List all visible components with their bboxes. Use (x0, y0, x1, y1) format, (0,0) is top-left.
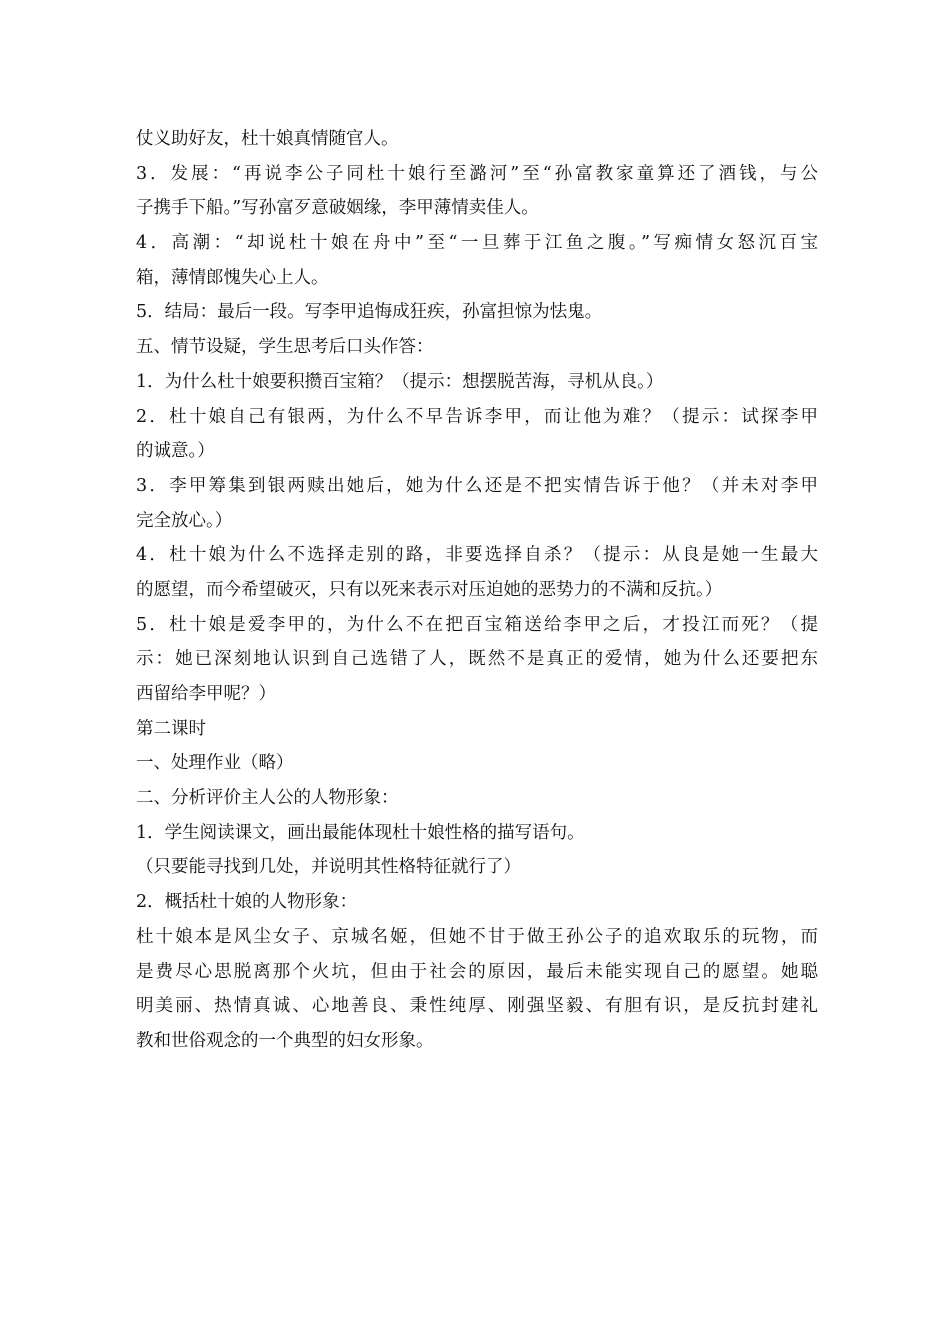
section-heading: 一、处理作业（略） (136, 753, 294, 774)
document-body (136, 122, 818, 1059)
paragraph-line: 明美丽、热情真诚、心地善良、秉性纯厚、刚强坚毅、有胆有识，是反抗封建礼 (136, 996, 818, 1017)
paragraph-line: 教和世俗观念的一个典型的妇女形象。 (136, 1030, 434, 1051)
lesson-heading: 第二课时 (136, 718, 206, 739)
text-line: 3．发展：“再说李公子同杜十娘行至潞河”至“孙富教家童算还了酒钱，与公 (136, 163, 818, 184)
text-line: 1．学生阅读课文，画出最能体现杜十娘性格的描写语句。 (136, 822, 585, 843)
section-heading: 五、情节设疑，学生思考后口头作答： (136, 337, 434, 358)
question-line: 5．杜十娘是爱李甲的，为什么不在把百宝箱送给李甲之后，才投江而死？（提 (136, 614, 818, 635)
question-line: 的愿望，而今希望破灭，只有以死来表示对压迫她的恶势力的不满和反抗。） (136, 579, 723, 600)
text-line: 子携手下船。”写孙富歹意破姻缘，李甲薄情卖佳人。 (136, 198, 539, 219)
question-line: 2．杜十娘自己有银两，为什么不早告诉李甲，而让他为难？（提示：试探李甲 (136, 406, 818, 427)
text-line: 4．高潮：“却说杜十娘在舟中”至“一旦葬于江鱼之腹。”写痴情女怒沉百宝 (136, 233, 818, 254)
question-line: 示：她已深刻地认识到自己选错了人，既然不是真正的爱情，她为什么还要把东 (136, 649, 818, 670)
question-line: 3．李甲筹集到银两赎出她后，她为什么还是不把实情告诉于他？（并未对李甲 (136, 475, 818, 496)
question-line: 西留给李甲呢？） (136, 684, 276, 704)
section-heading: 二、分析评价主人公的人物形象： (136, 788, 399, 809)
text-line: （只要能寻找到几处，并说明其性格特征就行了） (136, 857, 521, 878)
paragraph-line: 杜十娘本是风尘女子、京城名姬，但她不甘于做王孙公子的追欢取乐的玩物，而 (136, 926, 818, 947)
text-line: 箱，薄情郎愧失心上人。 (136, 267, 329, 288)
question-line: 完全放心。） (136, 510, 233, 531)
text-line: 2．概括杜十娘的人物形象： (136, 892, 358, 913)
question-line: 的诚意。） (136, 441, 215, 462)
question-line: 4．杜十娘为什么不选择走别的路，非要选择自杀？（提示：从良是她一生最大 (136, 545, 818, 566)
text-line: 仗义助好友，杜十娘真情随官人。 (136, 129, 399, 149)
paragraph-line: 是费尽心思脱离那个火坑，但由于社会的原因，最后未能实现自己的愿望。她聪 (136, 961, 818, 982)
text-line: 5．结局：最后一段。写李甲追悔成狂疾，孙富担惊为怯鬼。 (136, 302, 603, 323)
question-line: 1．为什么杜十娘要积攒百宝箱？（提示：想摆脱苦海，寻机从良。） (136, 371, 664, 392)
